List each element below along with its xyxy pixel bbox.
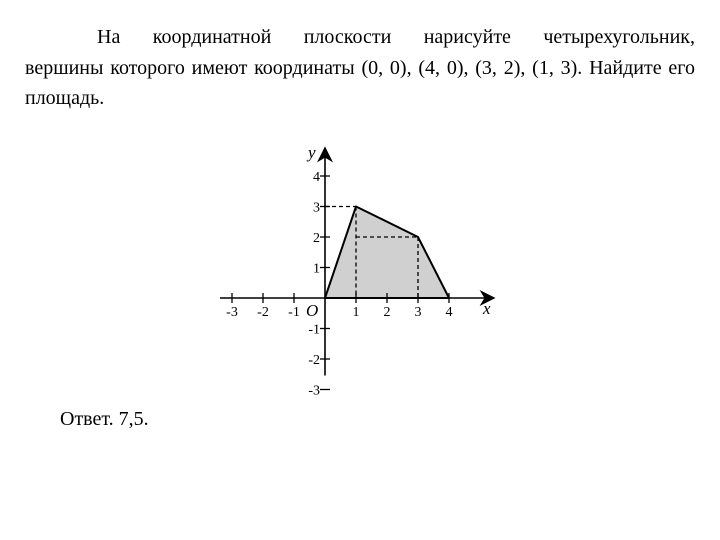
problem-line-rest: вершины которого имеют координаты (0, 0), (4, 0), (3, 2), (1, 3). Найдите его площадь. <box>25 56 695 109</box>
x-tick-label: 3 <box>414 305 422 320</box>
x-tick-label: 2 <box>383 305 391 320</box>
y-tick-label: 4 <box>313 170 320 185</box>
x-axis-label: x <box>483 299 491 318</box>
y-axis-label: y <box>308 143 316 162</box>
y-tick-label: 2 <box>313 231 320 246</box>
quadrilateral <box>325 207 449 299</box>
x-tick-label: 4 <box>445 305 453 320</box>
x-tick-label: -1 <box>288 305 300 320</box>
origin-label: O <box>306 301 319 320</box>
x-tick-label: 1 <box>352 305 360 320</box>
y-tick-label: -2 <box>308 353 320 368</box>
problem-line-1: На координатной плоскости нарисуйте четырехугольник, <box>97 26 695 48</box>
x-tick-label: -3 <box>226 305 238 320</box>
y-tick-label: 1 <box>313 261 320 277</box>
y-tick-label: 3 <box>313 200 320 216</box>
answer-text: Ответ. 7,5. <box>60 408 149 430</box>
y-tick-label: -3 <box>308 383 320 399</box>
y-tick-label: -1 <box>308 322 320 338</box>
x-tick-label: -2 <box>257 305 269 320</box>
